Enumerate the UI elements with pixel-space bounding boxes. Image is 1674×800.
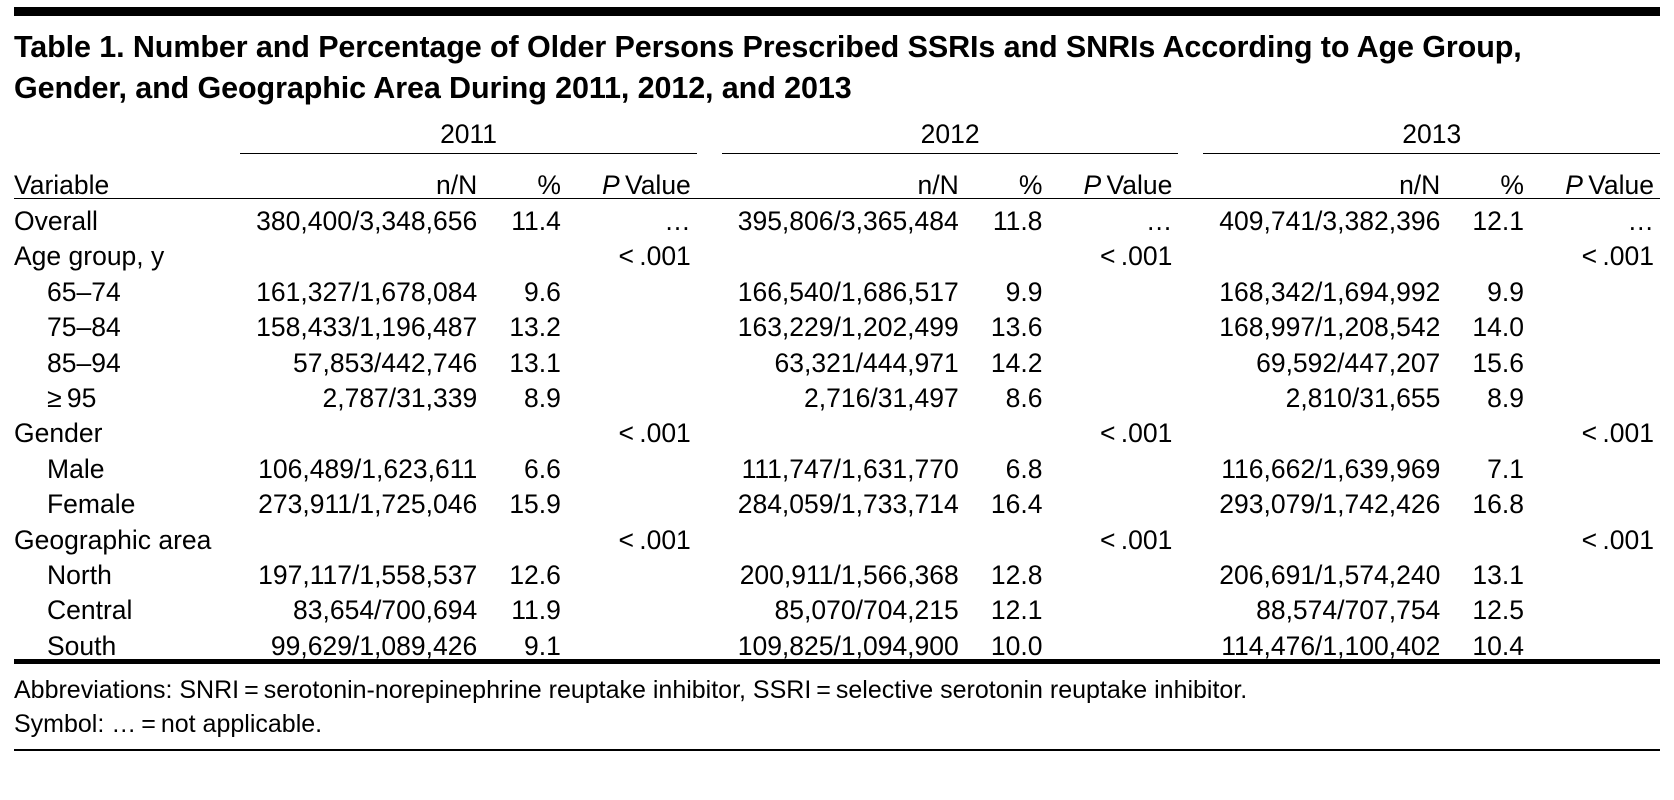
cell-gap — [697, 199, 722, 234]
cell-pvalue — [1052, 553, 1178, 588]
cell-nN: 2,787/31,339 — [322, 382, 478, 413]
cell-pvalue — [1534, 588, 1660, 623]
row-label: North — [47, 559, 112, 590]
cell-nN: 409,741/3,382,396 — [1219, 206, 1441, 237]
cell-pvalue — [571, 341, 697, 376]
group-header-2013 — [1203, 114, 1660, 154]
cell-nN: 163,229/1,202,499 — [737, 312, 959, 343]
cell-percent: 9.1 — [524, 630, 561, 661]
cell-nN: 284,059/1,733,714 — [737, 489, 959, 520]
cell-pvalue — [1052, 305, 1178, 340]
cell-percent: 12.1 — [1472, 206, 1524, 237]
cell-nN: 168,342/1,694,992 — [1219, 276, 1441, 307]
column-header-percent-2013: % — [1500, 169, 1524, 200]
cell-pvalue — [1534, 624, 1660, 661]
cell-nN: 380,400/3,348,656 — [256, 206, 478, 237]
value-word-2013: Value — [1588, 169, 1654, 200]
cell-nN — [1203, 235, 1450, 270]
cell-pvalue: < .001 — [1099, 241, 1173, 272]
cell-gap — [697, 376, 722, 411]
group-header-2012 — [722, 114, 1178, 154]
cell-gap — [697, 518, 722, 553]
cell-percent: 13.6 — [990, 312, 1043, 343]
table-row — [14, 411, 1660, 446]
cell-gap — [1178, 199, 1203, 234]
bottom-border-rule — [14, 749, 1660, 751]
table-row — [14, 199, 1660, 234]
cell-gap — [1178, 341, 1203, 376]
cell-nN: 2,716/31,497 — [804, 382, 959, 413]
column-header-pvalue-2011 — [571, 154, 697, 199]
cell-percent: 14.0 — [1472, 312, 1524, 343]
cell-pvalue — [1534, 482, 1660, 517]
table-row — [14, 482, 1660, 517]
cell-nN: 88,574/707,754 — [1256, 595, 1441, 626]
cell-percent: 9.6 — [524, 276, 561, 307]
cell-pvalue — [1052, 588, 1178, 623]
cell-pvalue — [571, 376, 697, 411]
cell-nN — [722, 411, 969, 446]
row-label: ≥ 95 — [47, 382, 97, 413]
cell-gap — [697, 341, 722, 376]
cell-gap — [1178, 482, 1203, 517]
group-gap-1 — [697, 114, 722, 154]
cell-percent: 11.9 — [511, 595, 561, 626]
cell-gap — [1178, 624, 1203, 661]
cell-nN: 161,327/1,678,084 — [256, 276, 478, 307]
cell-gap — [697, 482, 722, 517]
footnote-abbreviations: Abbreviations: SNRI = serotonin-norepinephrine reuptake inhibitor, SSRI = selective serotonin reuptake inhibitor. — [14, 676, 1248, 705]
footnotes — [14, 662, 1660, 741]
cell-percent — [1450, 518, 1534, 553]
cell-pvalue — [1534, 376, 1660, 411]
page-title: Table 1. Number and Percentage of Older Persons Prescribed SSRIs and SNRIs According to Age Group, Gender, and Geographic Area During 2011, 2012, and 2013 — [14, 30, 1522, 105]
cell-pvalue — [571, 482, 697, 517]
cell-percent: 13.1 — [1472, 559, 1524, 590]
cell-percent: 12.8 — [990, 559, 1043, 590]
cell-percent — [1450, 235, 1534, 270]
cell-pvalue — [571, 553, 697, 588]
cell-percent: 8.6 — [1005, 382, 1043, 413]
row-label: 85–94 — [47, 347, 121, 378]
cell-gap — [1178, 376, 1203, 411]
cell-percent: 13.1 — [509, 347, 561, 378]
row-label: Age group, y — [14, 241, 165, 272]
cell-pvalue — [571, 588, 697, 623]
column-header-variable: Variable — [14, 169, 110, 200]
cell-pvalue — [1534, 270, 1660, 305]
cell-pvalue: < .001 — [618, 524, 691, 555]
cell-percent — [969, 411, 1053, 446]
cell-gap — [697, 305, 722, 340]
cell-percent: 10.0 — [990, 630, 1043, 661]
cell-percent — [487, 518, 571, 553]
cell-pvalue — [571, 447, 697, 482]
cell-pvalue: < .001 — [1581, 524, 1654, 555]
cell-nN — [1203, 518, 1450, 553]
cell-nN: 99,629/1,089,426 — [270, 630, 478, 661]
cell-nN — [722, 518, 969, 553]
cell-gap — [1178, 518, 1203, 553]
cell-percent: 8.9 — [524, 382, 561, 413]
cell-nN: 114,476/1,100,402 — [1221, 630, 1441, 661]
cell-gap — [697, 624, 722, 661]
cell-nN: 197,117/1,558,537 — [258, 559, 478, 590]
cell-percent: 12.1 — [990, 595, 1043, 626]
row-label: Female — [47, 489, 136, 520]
group-gap-2 — [1178, 114, 1203, 154]
cell-nN: 111,747/1,631,770 — [741, 453, 959, 484]
group-header-2013-label: 2013 — [1203, 121, 1660, 155]
cell-percent: 11.8 — [992, 206, 1043, 237]
table-row — [14, 235, 1660, 270]
value-word-2012: Value — [1106, 169, 1173, 200]
cell-percent: 10.4 — [1472, 630, 1524, 661]
row-label: 75–84 — [47, 312, 121, 343]
row-label: Gender — [14, 418, 103, 449]
cell-nN: 83,654/700,694 — [293, 595, 478, 626]
cell-percent: 16.4 — [990, 489, 1043, 520]
cell-pvalue — [571, 624, 697, 661]
cell-pvalue — [1534, 553, 1660, 588]
cell-percent: 8.9 — [1487, 382, 1524, 413]
cell-pvalue: … — [664, 206, 691, 237]
cell-gap — [1178, 411, 1203, 446]
cell-nN: 69,592/447,207 — [1256, 347, 1441, 378]
data-table — [14, 114, 1660, 662]
table-row — [14, 376, 1660, 411]
group-header-2012-label: 2012 — [722, 121, 1178, 155]
cell-pvalue — [1534, 447, 1660, 482]
row-label: Male — [47, 453, 105, 484]
cell-gap — [697, 411, 722, 446]
p-italic-2013: P — [1565, 169, 1583, 200]
cell-nN — [240, 235, 487, 270]
cell-nN — [240, 411, 487, 446]
cell-percent: 6.8 — [1005, 453, 1043, 484]
cell-nN: 200,911/1,566,368 — [739, 559, 959, 590]
cell-gap — [697, 270, 722, 305]
table-page — [0, 7, 1674, 800]
cell-nN: 109,825/1,094,900 — [737, 630, 959, 661]
cell-nN: 395,806/3,365,484 — [737, 206, 959, 237]
cell-gap — [697, 553, 722, 588]
cell-pvalue: < .001 — [1099, 418, 1173, 449]
cell-pvalue — [1052, 376, 1178, 411]
cell-percent — [969, 235, 1053, 270]
cell-percent: 13.2 — [509, 312, 561, 343]
group-header-2011-label: 2011 — [240, 121, 696, 155]
group-header-spacer — [14, 114, 240, 154]
cell-percent: 14.2 — [990, 347, 1043, 378]
table-row — [14, 270, 1660, 305]
cell-nN — [240, 518, 487, 553]
cell-nN: 106,489/1,623,611 — [258, 453, 478, 484]
cell-nN: 166,540/1,686,517 — [737, 276, 959, 307]
value-word-2011: Value — [624, 169, 691, 200]
cell-pvalue: < .001 — [1099, 524, 1173, 555]
column-header-percent-2012: % — [1018, 169, 1043, 200]
column-header-nN-2011: n/N — [435, 169, 478, 200]
footnote-symbol: Symbol: … = not applicable. — [14, 710, 323, 739]
cell-nN: 206,691/1,574,240 — [1219, 559, 1441, 590]
cell-gap — [697, 235, 722, 270]
cell-nN: 158,433/1,196,487 — [256, 312, 478, 343]
cell-gap — [1178, 588, 1203, 623]
cell-nN: 273,911/1,725,046 — [258, 489, 478, 520]
cell-pvalue: < .001 — [618, 241, 691, 272]
cell-gap — [1178, 235, 1203, 270]
cell-pvalue — [1052, 482, 1178, 517]
cell-percent — [1450, 411, 1534, 446]
cell-percent: 12.6 — [509, 559, 561, 590]
cell-pvalue — [571, 270, 697, 305]
cell-percent: 11.4 — [511, 206, 561, 237]
p-italic-2012: P — [1083, 169, 1102, 200]
row-label: South — [47, 630, 117, 661]
p-italic-2011: P — [601, 169, 620, 200]
cell-percent: 15.9 — [509, 489, 561, 520]
cell-pvalue — [1534, 305, 1660, 340]
cell-pvalue: < .001 — [618, 418, 691, 449]
column-header-nN-2013: n/N — [1399, 169, 1441, 200]
group-header-2011 — [240, 114, 696, 154]
cell-pvalue — [1534, 341, 1660, 376]
row-label: Geographic area — [14, 524, 212, 555]
cell-pvalue — [1052, 624, 1178, 661]
cell-percent: 6.6 — [524, 453, 561, 484]
cell-gap — [697, 447, 722, 482]
column-header-nN-2012: n/N — [917, 169, 959, 200]
column-header-row — [14, 154, 1660, 199]
cell-percent — [969, 518, 1053, 553]
table-row — [14, 588, 1660, 623]
cell-nN: 63,321/444,971 — [774, 347, 959, 378]
cell-percent — [487, 235, 571, 270]
cell-pvalue: … — [1145, 206, 1173, 237]
cell-pvalue — [571, 305, 697, 340]
cell-nN: 85,070/704,215 — [774, 595, 959, 626]
cell-percent — [487, 411, 571, 446]
cell-percent: 9.9 — [1487, 276, 1524, 307]
cell-percent: 16.8 — [1472, 489, 1524, 520]
row-label: Overall — [14, 206, 98, 237]
cell-gap — [1178, 270, 1203, 305]
row-label: Central — [47, 595, 133, 626]
table-row — [14, 447, 1660, 482]
cell-nN — [722, 235, 969, 270]
table-row — [14, 341, 1660, 376]
column-header-pvalue-2013 — [1534, 154, 1660, 199]
cell-percent: 7.1 — [1487, 453, 1524, 484]
column-header-percent-2011: % — [537, 169, 561, 200]
cell-nN: 168,997/1,208,542 — [1219, 312, 1441, 343]
cell-gap — [1178, 305, 1203, 340]
top-border-rule — [14, 7, 1660, 16]
column-header-pvalue-2012 — [1052, 154, 1178, 199]
cell-percent: 9.9 — [1005, 276, 1043, 307]
cell-nN: 57,853/442,746 — [293, 347, 478, 378]
cell-pvalue — [1052, 270, 1178, 305]
column-gap-2 — [1178, 154, 1203, 199]
cell-gap — [1178, 447, 1203, 482]
cell-gap — [697, 588, 722, 623]
cell-pvalue: < .001 — [1581, 241, 1654, 272]
cell-nN — [1203, 411, 1450, 446]
table-row — [14, 305, 1660, 340]
table-row — [14, 553, 1660, 588]
cell-percent: 12.5 — [1472, 595, 1524, 626]
table-row — [14, 624, 1660, 661]
cell-gap — [1178, 553, 1203, 588]
table-row — [14, 518, 1660, 553]
cell-pvalue: < .001 — [1581, 418, 1654, 449]
cell-pvalue — [1052, 447, 1178, 482]
cell-pvalue — [1052, 341, 1178, 376]
group-header-row — [14, 114, 1660, 154]
cell-pvalue: … — [1627, 206, 1654, 237]
column-gap-1 — [697, 154, 722, 199]
cell-nN: 293,079/1,742,426 — [1219, 489, 1441, 520]
cell-nN: 2,810/31,655 — [1285, 382, 1441, 413]
cell-percent: 15.6 — [1472, 347, 1524, 378]
row-label: 65–74 — [47, 276, 121, 307]
cell-nN: 116,662/1,639,969 — [1221, 453, 1441, 484]
table-body — [14, 199, 1660, 661]
